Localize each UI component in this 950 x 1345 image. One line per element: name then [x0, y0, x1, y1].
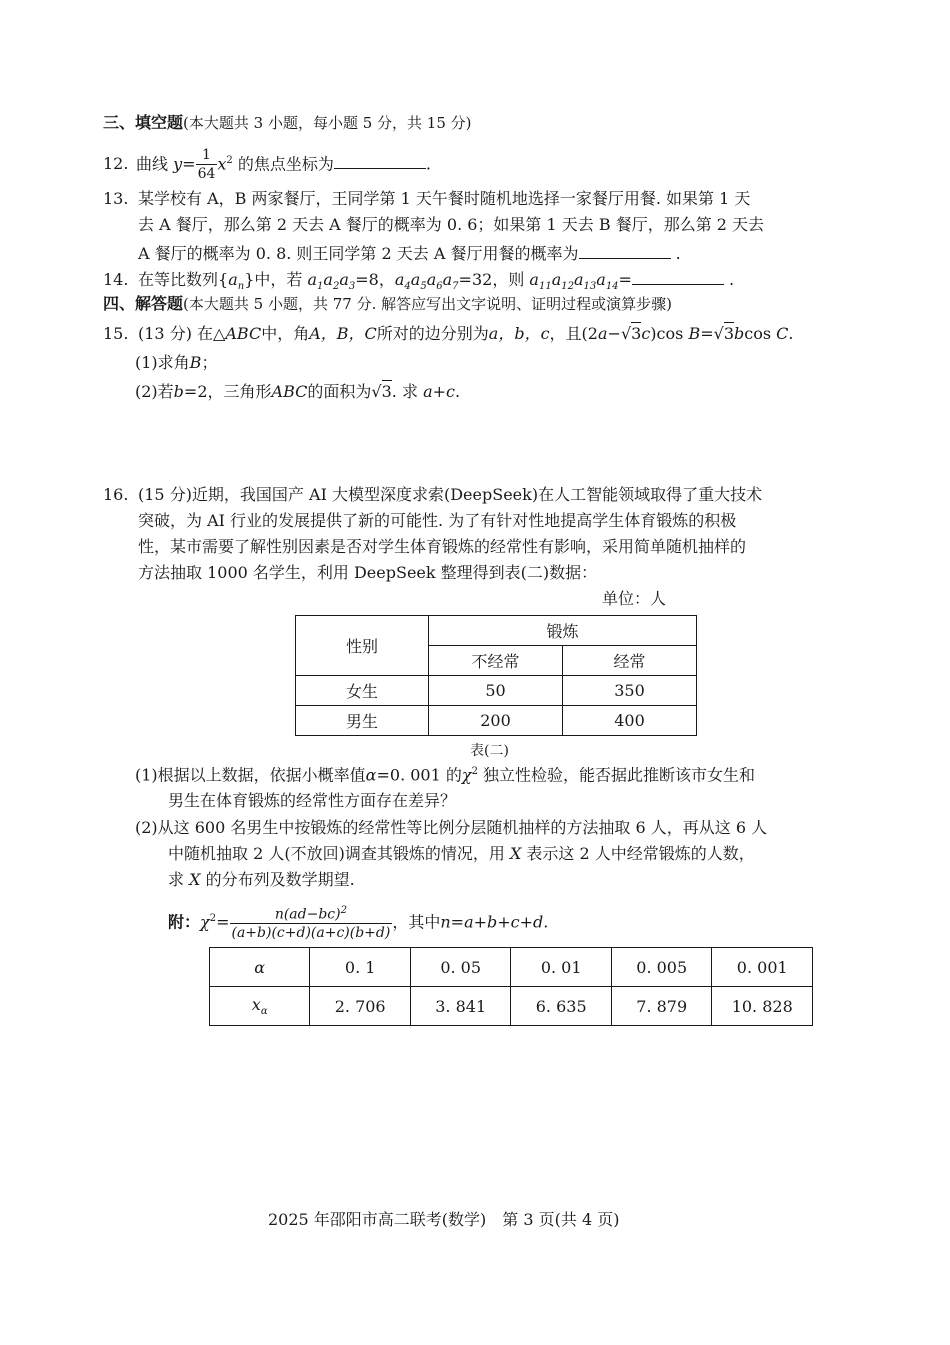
q12-frac-num: 1 [202, 147, 211, 164]
q16-p1-sq: 2 [471, 766, 478, 777]
q15-abc: ABC [225, 324, 262, 343]
q15-part-2-f: . [454, 382, 461, 401]
q14-eq: = [618, 270, 632, 289]
appendix-num-sq: 2 [340, 904, 347, 916]
appendix-numerator: n(ad−bc) [274, 906, 341, 923]
alpha-value: 0. 1 [310, 948, 411, 987]
q14-product-2: $a_4a_5a_6a_7$ [394, 270, 459, 293]
q14-cond-2: =32，则 [458, 270, 525, 289]
cell-not-often: 200 [429, 706, 563, 736]
q14-text-a: 在等比数列 [138, 270, 219, 289]
q13-line-2: 去 A 餐厅，那么第 2 天去 A 餐厅的概率为 0. 6；如果第 1 天去 B 餐厅，那么第 2 天去 [138, 215, 765, 234]
q16-p2-line-2-b: 表示这 2 人中经常锻炼的人数， [526, 844, 755, 863]
q15-part-1 [135, 355, 217, 371]
section-4-heading [103, 296, 672, 312]
x-label-sub: α [260, 1006, 268, 1018]
q13-line-3: A 餐厅的概率为 0. 8. 则王同学第 2 天去 A 餐厅用餐的概率为 [138, 244, 579, 263]
q16-line-1: (15 分)近期，我国国产 AI 大模型深度求索(DeepSeek)在人工智能领域取得了重大技术 [138, 485, 763, 504]
alpha-value: 0. 001 [712, 948, 813, 987]
appendix-fraction [230, 906, 393, 941]
q15-text-a: 在△ [197, 324, 226, 343]
q14-number: 14. [103, 270, 129, 289]
q16-p2-X2: X [189, 870, 201, 889]
table-row [210, 948, 813, 987]
alpha-value: 0. 005 [611, 948, 712, 987]
q16-line-4: 方法抽取 1000 名学生，利用 DeepSeek 整理得到表(二)数据： [138, 563, 598, 582]
section-3-label: 三、填空题 [103, 113, 184, 132]
cell-not-often: 50 [429, 676, 563, 706]
q14-answer-blank[interactable] [632, 270, 724, 285]
appendix-sq: 2 [209, 913, 217, 924]
q15-sides: a，b，c [488, 324, 550, 343]
appendix-where-a: ，其中 [392, 912, 441, 932]
q13-number: 13. [103, 189, 129, 208]
appendix-eq: = [216, 912, 230, 932]
x-label [210, 987, 310, 1026]
q15-score: (13 分) [138, 324, 192, 343]
x-value: 10. 828 [712, 987, 813, 1026]
x-value: 2. 706 [310, 987, 411, 1026]
survey-table [295, 615, 697, 736]
question-13 [103, 191, 750, 207]
x-value: 7. 879 [611, 987, 712, 1026]
q16-part-1 [135, 767, 755, 783]
table-row [296, 706, 697, 736]
header-not-often: 不经常 [429, 646, 563, 676]
critical-value-table [209, 947, 813, 1026]
q15-cos-b: )cos [650, 324, 684, 343]
cell-often: 350 [563, 676, 697, 706]
alpha-value: 0. 01 [511, 948, 612, 987]
q15-part-2-b: b [173, 382, 184, 401]
q16-p1-b: =0. 001 的 [376, 765, 462, 785]
q16-p2-X: X [509, 844, 522, 863]
q13-line-3-wrap: A 餐厅的概率为 0. 8. 则王同学第 2 天去 A 餐厅用餐的概率为 . [138, 244, 681, 263]
row-label: 男生 [296, 706, 429, 736]
header-gender: 性别 [296, 616, 429, 676]
q15-sqrt-3: 3 [631, 324, 642, 343]
q16-line-2-wrap [138, 513, 736, 529]
q16-p1-c: 独立性检验，能否据此推断该市女生和 [483, 765, 756, 785]
q15-var-a: a [597, 324, 608, 343]
q16-part-2-line-2 [168, 846, 755, 862]
q15-text-b: 中，角 [261, 324, 310, 343]
section-3-note: (本大题共 3 小题，每小题 5 分，共 15 分) [183, 114, 472, 132]
q12-fraction [196, 148, 218, 181]
q15-part-2: (2)若b=2，三角形ABC的面积为√3. 求 a+c. [135, 382, 461, 401]
q16-p2-line-1: (2)从这 600 名男生中按锻炼的经常性等比例分层随机抽样的方法抽取 6 人，再从这 6 人 [135, 818, 768, 837]
page-footer: 2025 年邵阳市高二联考(数学) 第 3 页(共 4 页) [268, 1210, 620, 1229]
q15-part-2-sqrt: 3 [381, 382, 392, 401]
q14-cond-1: =8， [355, 270, 395, 289]
x-value: 6. 635 [511, 987, 612, 1026]
q12-frac-den: 64 [197, 166, 216, 183]
table-row [210, 987, 813, 1026]
question-12: 12. 曲线 y= $\frac{1}{64}$ $x^2$ 的焦点坐标为 . [103, 147, 431, 183]
q16-p1-chi: χ [461, 765, 472, 785]
q13-answer-blank[interactable] [579, 244, 671, 259]
table-row [296, 676, 697, 706]
x-value: 3. 841 [410, 987, 511, 1026]
q15-var-c: c [641, 324, 651, 343]
q15-part-1-B: B [189, 353, 202, 372]
q12-sq: 2 [226, 155, 233, 166]
appendix-label: 附： [168, 912, 201, 932]
q15-number: 15. [103, 324, 129, 343]
appendix-chi: χ [200, 912, 210, 932]
q12-var-y: y [173, 154, 183, 174]
q16-part-2 [135, 820, 767, 836]
q15-var-b: b [734, 324, 745, 343]
q14-product-3: $a_{11}a_{12}a_{13}a_{14}$ [529, 270, 619, 293]
q16-p1-alpha: α [365, 765, 377, 785]
q15-text-d: ，且(2 [549, 324, 598, 343]
question-14: 14. 在等比数列$\{a_n\}$中，若 $a_1a_2a_3=8$，$a_4a_5a_6a_7=32$，则 $a_{11}a_{12}a_{13}a_{14}=$ . [103, 270, 735, 293]
cell-often: 400 [563, 706, 697, 736]
q13-line-1: 某学校有 A，B 两家餐厅，王同学第 1 天午餐时随机地选择一家餐厅用餐. 如果第 1 天 [138, 189, 751, 208]
header-often: 经常 [563, 646, 697, 676]
q16-unit: 单位：人 [602, 589, 667, 608]
q15-eq: = [700, 324, 714, 343]
q13-line-2-wrap [138, 217, 764, 233]
q16-part-2-line-3 [168, 872, 355, 888]
q15-part-2-abc: ABC [271, 382, 308, 401]
q16-number: 16. [103, 485, 129, 504]
q15-part-1-text: (1)求角 [135, 353, 190, 372]
appendix-period: . [543, 912, 549, 932]
q16-line-2: 突破，为 AI 行业的发展提供了新的可能性. 为了有针对性地提高学生体育锻炼的积极 [138, 511, 737, 530]
q15-part-2-c: =2，三角形 [183, 382, 272, 401]
q14-sequence: $\{a_n\}$ [218, 270, 255, 293]
q12-var-x: x [217, 154, 227, 174]
appendix-where-b: n=a+b+c+d [440, 912, 544, 932]
q14-product-1: $a_1a_2a_3$ [307, 270, 356, 293]
q15-minus: − [607, 324, 621, 343]
q12-answer-blank[interactable] [334, 154, 426, 169]
appendix-numerator-wrap [230, 906, 393, 924]
q16-p2-line-3-a: 求 [168, 870, 185, 889]
q16-p1-line-2: 男生在体育锻炼的经常性方面存在差异？ [168, 791, 457, 810]
question-15: 15. (13 分) 在△ABC中，角A，B，C所对的边分别为a，b，c，且(2a−√3c)cos B=√3bcos C. [103, 324, 794, 343]
alpha-label: α [210, 948, 310, 987]
x-label-main: x [251, 994, 261, 1014]
q14-text-b: 中，若 [254, 270, 303, 289]
q16-line-3: 性，某市需要了解性别因素是否对学生体育锻炼的经常性有影响，采用简单随机抽样的 [138, 537, 747, 556]
q15-cos-c: cos [744, 324, 772, 343]
q15-text-c: 所对的边分别为 [376, 324, 489, 343]
alpha-value: 0. 05 [410, 948, 511, 987]
question-16 [103, 487, 762, 503]
q15-var-B: B [688, 324, 701, 343]
q15-var-C: C [776, 324, 789, 343]
q15-part-1-end: ； [201, 353, 218, 372]
q15-part-2-e: . 求 [391, 382, 418, 401]
section-4-label: 四、解答题 [103, 294, 184, 313]
appendix-denominator: (a+b)(c+d)(a+c)(b+d) [231, 925, 391, 942]
section-4-note: (本大题共 5 小题，共 77 分. 解答应写出文字说明、证明过程或演算步骤) [183, 295, 672, 313]
q16-p1-a: (1)根据以上数据，依据小概率值 [135, 765, 366, 785]
q12-text-a: 曲线 [136, 154, 169, 174]
q12-eq: = [182, 154, 196, 174]
q15-part-2-ac: a+c [423, 382, 455, 401]
appendix-formula [168, 896, 548, 942]
q16-line-3-wrap [138, 539, 746, 555]
q16-p2-line-2-a: 中随机抽取 2 人(不放回)调查其锻炼的情况，用 [168, 844, 505, 863]
q16-p2-line-3-b: 的分布列及数学期望. [205, 870, 355, 889]
q12-number: 12. [103, 154, 129, 174]
q15-sqrt-3b: 3 [723, 324, 734, 343]
header-exercise: 锻炼 [429, 616, 697, 646]
table-caption: 表(二) [470, 743, 509, 759]
q12-text-b: 的焦点坐标为 [237, 154, 334, 174]
row-label: 女生 [296, 676, 429, 706]
q15-period: . [788, 324, 794, 343]
section-3-heading [103, 115, 472, 131]
q16-part-1-line-2 [168, 793, 456, 809]
q15-part-2-a: (2)若 [135, 382, 174, 401]
q15-angles: A，B，C [309, 324, 377, 343]
q16-line-4-wrap [138, 565, 597, 581]
q15-part-2-d: 的面积为 [307, 382, 372, 401]
